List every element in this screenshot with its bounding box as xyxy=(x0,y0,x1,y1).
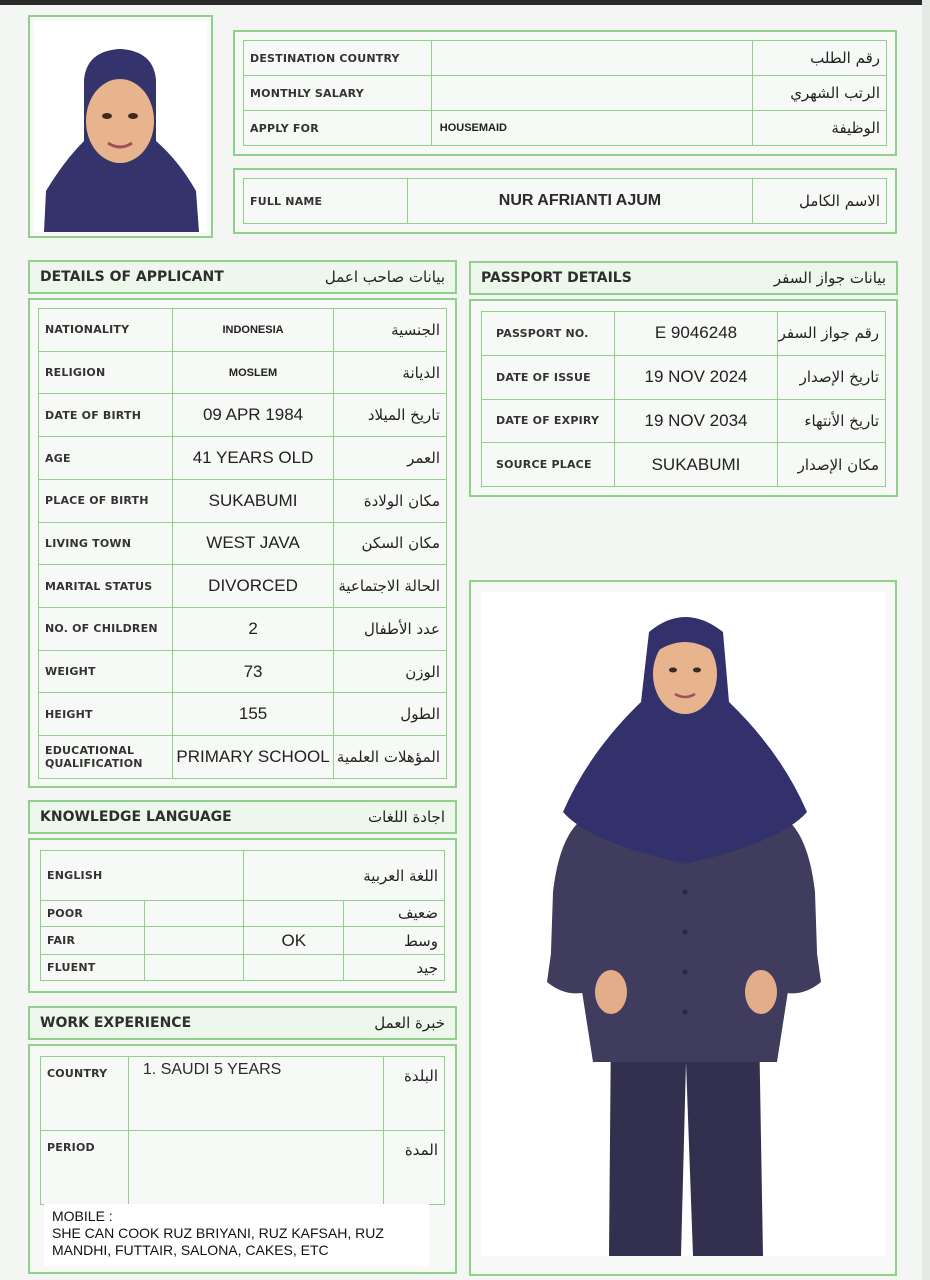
work-section-header xyxy=(28,1006,457,1040)
applicant-title-ar: بيانات صاحب اعمل xyxy=(324,268,445,286)
passport-field-ar: مكان الإصدار xyxy=(778,443,886,487)
applicant-field-ar: عدد الأطفال xyxy=(334,608,447,651)
apply-for-row xyxy=(244,111,887,146)
country-row xyxy=(41,1057,445,1131)
language-box xyxy=(28,838,457,993)
applicant-field-value: 155 xyxy=(172,693,334,736)
language-level-ar: ضعيف xyxy=(344,901,445,927)
passport-field-value: 19 NOV 2024 xyxy=(614,355,778,399)
country-value: 1. SAUDI 5 YEARS xyxy=(128,1057,383,1131)
applicant-title: DETAILS OF APPLICANT xyxy=(40,269,224,285)
passport-field-label: DATE OF ISSUE xyxy=(482,355,615,399)
applicant-field-value: 41 YEARS OLD xyxy=(172,437,334,480)
applicant-field-label: NATIONALITY xyxy=(39,309,173,352)
country-label: COUNTRY xyxy=(41,1057,129,1131)
applicant-field-ar: مكان الولادة xyxy=(334,479,447,522)
passport-field-value: E 9046248 xyxy=(614,312,778,356)
passport-title: PASSPORT DETAILS xyxy=(481,270,632,286)
applicant-field-value: MOSLEM xyxy=(172,351,334,394)
arabic-level-value xyxy=(244,955,344,981)
applicant-field-label: HEIGHT xyxy=(39,693,173,736)
portrait-photo-frame xyxy=(28,15,213,238)
passport-row xyxy=(482,443,886,487)
full-name-ar: الاسم الكامل xyxy=(753,179,887,224)
applicant-row xyxy=(39,522,447,565)
passport-details-table xyxy=(481,311,886,487)
applicant-row xyxy=(39,309,447,352)
destination-country-ar: رقم الطلب xyxy=(753,41,887,76)
applicant-field-value: PRIMARY SCHOOL xyxy=(172,736,334,779)
applicant-field-value: WEST JAVA xyxy=(172,522,334,565)
job-info-box xyxy=(233,30,897,156)
applicant-field-label: NO. OF CHILDREN xyxy=(39,608,173,651)
applicant-field-label: PLACE OF BIRTH xyxy=(39,479,173,522)
applicant-row xyxy=(39,565,447,608)
applicant-field-ar: الجنسية xyxy=(334,309,447,352)
arabic-level-value: OK xyxy=(244,926,344,954)
country-ar: البلدة xyxy=(384,1057,445,1131)
applicant-field-ar: الوزن xyxy=(334,650,447,693)
arabic-level-value xyxy=(244,901,344,927)
applicant-row xyxy=(39,479,447,522)
full-body-photo-frame xyxy=(469,580,897,1276)
applicant-row xyxy=(39,650,447,693)
job-info-table xyxy=(243,40,887,146)
destination-country-value xyxy=(431,41,752,76)
applicant-field-label: MARITAL STATUS xyxy=(39,565,173,608)
applicant-field-value: 2 xyxy=(172,608,334,651)
applicant-field-ar: المؤهلات العلمية xyxy=(334,736,447,779)
language-level-row xyxy=(41,926,445,954)
passport-field-label: PASSPORT NO. xyxy=(482,312,615,356)
passport-field-value: 19 NOV 2034 xyxy=(614,399,778,443)
applicant-row xyxy=(39,437,447,480)
applicant-section-header xyxy=(28,260,457,294)
applicant-row xyxy=(39,608,447,651)
language-level-label: POOR xyxy=(41,901,145,927)
passport-section-header xyxy=(469,261,898,295)
apply-for-ar: الوظيفة xyxy=(753,111,887,146)
passport-title-ar: بيانات جواز السفر xyxy=(773,269,886,287)
passport-field-label: DATE OF EXPIRY xyxy=(482,399,615,443)
applicant-row xyxy=(39,394,447,437)
work-title: WORK EXPERIENCE xyxy=(40,1015,192,1031)
applicant-row xyxy=(39,693,447,736)
applicant-field-value: SUKABUMI xyxy=(172,479,334,522)
passport-field-ar: رقم جواز السفر xyxy=(778,312,886,356)
applicant-field-ar: مكان السكن xyxy=(334,522,447,565)
passport-row xyxy=(482,399,886,443)
full-name-table xyxy=(243,178,887,224)
applicant-details-table xyxy=(38,308,447,779)
work-experience-table xyxy=(40,1056,445,1205)
applicant-field-value: 73 xyxy=(172,650,334,693)
monthly-salary-label: MONTHLY SALARY xyxy=(244,76,432,111)
english-header: ENGLISH xyxy=(41,851,244,901)
applicant-field-label: RELIGION xyxy=(39,351,173,394)
applicant-field-label: LIVING TOWN xyxy=(39,522,173,565)
full-name-label: FULL NAME xyxy=(244,179,408,224)
work-title-ar: خبرة العمل xyxy=(374,1014,445,1032)
language-level-ar: جيد xyxy=(344,955,445,981)
language-level-ar: وسط xyxy=(344,926,445,954)
language-title: KNOWLEDGE LANGUAGE xyxy=(40,809,232,825)
destination-country-label: DESTINATION COUNTRY xyxy=(244,41,432,76)
applicant-field-ar: العمر xyxy=(334,437,447,480)
full-body-photo xyxy=(481,592,885,1256)
passport-field-ar: تاريخ الأنتهاء xyxy=(778,399,886,443)
apply-for-value: HOUSEMAID xyxy=(431,111,752,146)
english-level-value xyxy=(144,926,244,954)
applicant-field-value: DIVORCED xyxy=(172,565,334,608)
monthly-salary-row xyxy=(244,76,887,111)
language-section-header xyxy=(28,800,457,834)
applicant-field-ar: الطول xyxy=(334,693,447,736)
english-level-value xyxy=(144,955,244,981)
language-table xyxy=(40,850,445,981)
language-level-label: FAIR xyxy=(41,926,145,954)
arabic-header: اللغة العربية xyxy=(244,851,445,901)
destination-country-row xyxy=(244,41,887,76)
applicant-field-label: EDUCATIONAL QUALIFICATION xyxy=(39,736,173,779)
applicant-field-label: AGE xyxy=(39,437,173,480)
work-experience-box xyxy=(28,1044,457,1274)
applicant-row xyxy=(39,351,447,394)
skills-text: SHE CAN COOK RUZ BRIYANI, RUZ KAFSAH, RUZ MANDHI, FUTTAIR, SALONA, CAKES, ETC xyxy=(52,1225,384,1258)
applicant-row xyxy=(39,736,447,779)
period-ar: المدة xyxy=(384,1131,445,1205)
top-edge xyxy=(0,0,930,5)
right-edge xyxy=(922,0,930,1280)
applicant-field-value: INDONESIA xyxy=(172,309,334,352)
english-level-value xyxy=(144,901,244,927)
full-name-box xyxy=(233,168,897,234)
applicant-details-box xyxy=(28,298,457,788)
language-level-row xyxy=(41,955,445,981)
applicant-field-value: 09 APR 1984 xyxy=(172,394,334,437)
period-row xyxy=(41,1131,445,1205)
period-value xyxy=(128,1131,383,1205)
applicant-field-label: DATE OF BIRTH xyxy=(39,394,173,437)
passport-field-value: SUKABUMI xyxy=(614,443,778,487)
language-level-row xyxy=(41,901,445,927)
monthly-salary-ar: الرتب الشهري xyxy=(753,76,887,111)
mobile-label: MOBILE : xyxy=(52,1208,113,1224)
passport-row xyxy=(482,312,886,356)
applicant-field-ar: الديانة xyxy=(334,351,447,394)
portrait-photo xyxy=(34,21,207,232)
language-title-ar: اجادة اللغات xyxy=(368,808,445,826)
monthly-salary-value xyxy=(431,76,752,111)
passport-row xyxy=(482,355,886,399)
passport-field-ar: تاريخ الإصدار xyxy=(778,355,886,399)
full-name-value: NUR AFRIANTI AJUM xyxy=(407,179,752,224)
passport-details-box xyxy=(469,299,898,497)
language-header-row xyxy=(41,851,445,901)
applicant-field-label: WEIGHT xyxy=(39,650,173,693)
language-level-label: FLUENT xyxy=(41,955,145,981)
passport-field-label: SOURCE PLACE xyxy=(482,443,615,487)
skills-note xyxy=(44,1204,429,1266)
period-label: PERIOD xyxy=(41,1131,129,1205)
apply-for-label: APPLY FOR xyxy=(244,111,432,146)
applicant-field-ar: الحالة الاجتماعية xyxy=(334,565,447,608)
applicant-field-ar: تاريخ الميلاد xyxy=(334,394,447,437)
